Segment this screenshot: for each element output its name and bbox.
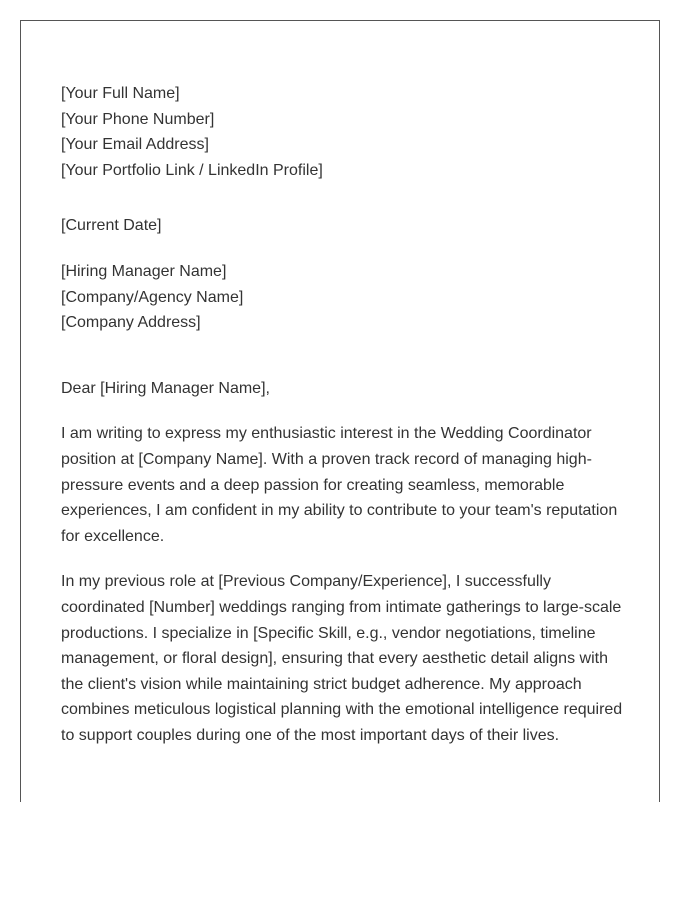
recipient-address: [Company Address] bbox=[61, 314, 201, 332]
sender-info bbox=[61, 81, 626, 183]
sender-phone: [Your Phone Number] bbox=[61, 110, 215, 128]
sender-email: [Your Email Address] bbox=[61, 136, 209, 154]
letter-page bbox=[20, 20, 660, 802]
recipient-name: [Hiring Manager Name] bbox=[61, 262, 227, 280]
sender-name: [Your Full Name] bbox=[61, 85, 180, 102]
salutation-text: Dear [Hiring Manager Name], bbox=[61, 379, 270, 397]
sender-portfolio: [Your Portfolio Link / LinkedIn Profile] bbox=[61, 161, 323, 179]
letter-content bbox=[61, 81, 626, 768]
letter-date-block bbox=[61, 213, 626, 239]
body-paragraph-1: I am writing to express my enthusiastic interest in the Wedding Coordinator position at [Company Name]. With a proven track record of managing high-pressure events and a deep passion for creating seamless, memorable experiences, I am confident in my ability to contribute to your team's reputation for excellence. bbox=[61, 425, 618, 545]
letter-date: [Current Date] bbox=[61, 217, 162, 235]
body-paragraph-2: In my previous role at [Previous Company/Experience], I successfully coordinated [Number] weddings ranging from intimate gatherings to large-scale productions. I specialize in [Specific Skill, e.g., vendor negotiations, timeline management, or floral design], ensuring that every aesthetic detail aligns with the client's vision while maintaining strict budget adherence. My approach combines meticulous logistical planning with the emotional intelligence required to support couples during one of the most important days of their lives. bbox=[61, 573, 623, 744]
recipient-company: [Company/Agency Name] bbox=[61, 288, 244, 306]
recipient-info bbox=[61, 259, 626, 336]
salutation bbox=[61, 376, 626, 402]
